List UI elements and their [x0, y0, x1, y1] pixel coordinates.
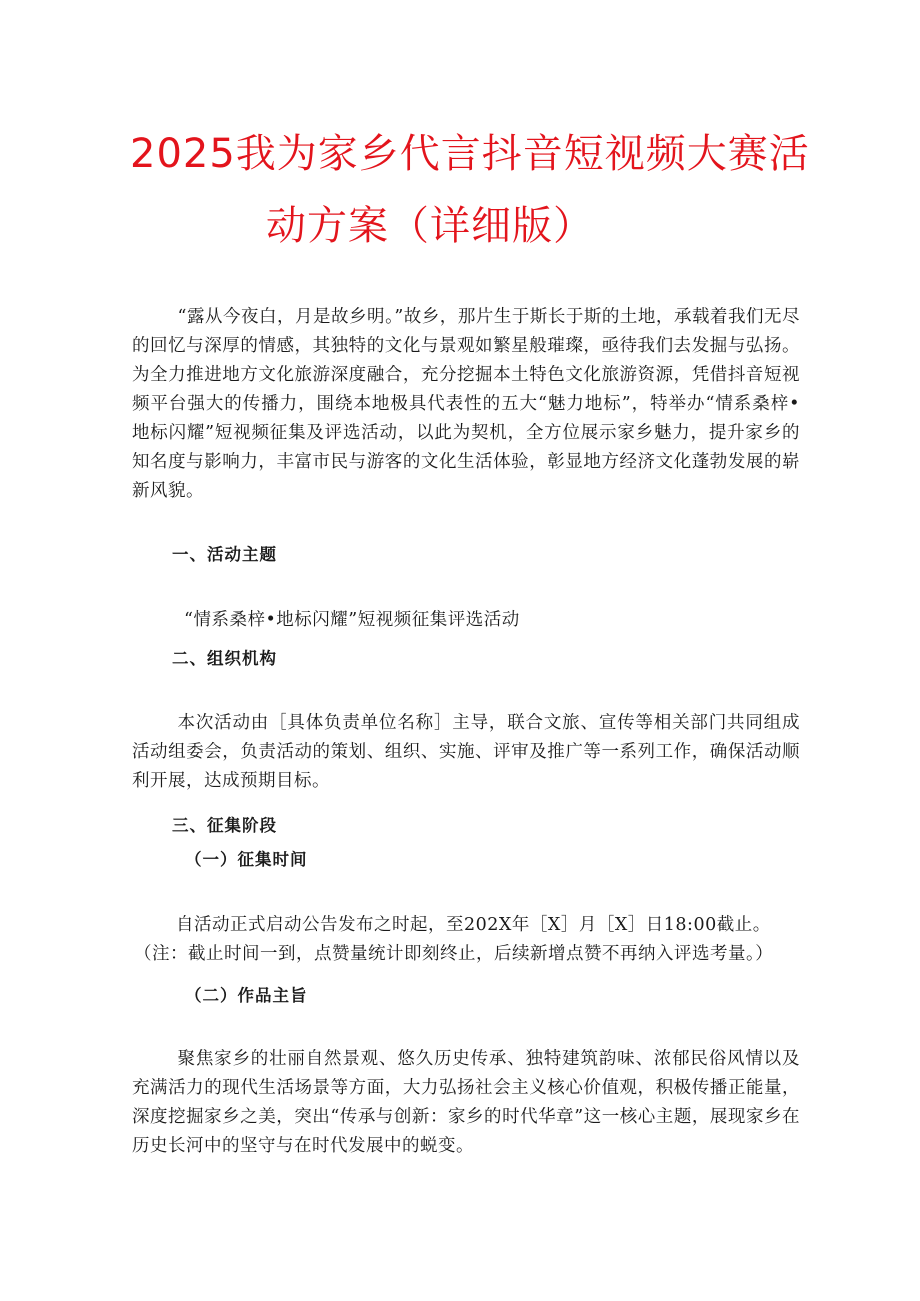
subsection-heading-theme: （二）作品主旨	[185, 986, 308, 1005]
subsection-text-theme: 聚焦家乡的壮丽自然景观、悠久历史传承、独特建筑韵味、浓郁民俗风情以及充满活力的现代生活场景等方面，大力弘扬社会主义核心价值观，积极传播正能量，深度挖掘家乡之美，突出“传承与创新：家乡的时代华章”这一核心主题，展现家乡在历史长河中的坚守与在时代发展中的蜕变。	[132, 1049, 800, 1156]
subsection-text-time-line1: 自活动正式启动公告发布之时起，至202X年［X］月［X］日18:00截止。	[176, 915, 771, 935]
title-line-1: 2025我为家乡代言抖音短视频大赛活	[130, 131, 810, 177]
subsection-text-time-note: （注：截止时间一到，点赞量统计即刻终止，后续新增点赞不再纳入评选考量。）	[134, 944, 774, 964]
intro-paragraph: “露从今夜白，月是故乡明。”故乡，那片生于斯长于斯的土地，承载着我们无尽的回忆与深厚的情感，其独特的文化与景观如繁星般璀璨，亟待我们去发掘与弘扬。为全力推进地方文化旅游深度融合，充分挖掘本土特色文化旅游资源，凭借抖音短视频平台强大的传播力，围绕本地极具代表性的五大“魅力地标”，特举办“情系桑梓•地标闪耀”短视频征集及评选活动，以此为契机，全方位展示家乡魅力，提升家乡的知名度与影响力，丰富市民与游客的文化生活体验，彰显地方经济文化蓬勃发展的崭新风貌。	[132, 307, 800, 501]
section-heading-theme: 一、活动主题	[172, 545, 277, 564]
section-heading-collection: 三、征集阶段	[172, 816, 277, 835]
document-title	[130, 118, 810, 262]
section-text-theme: “情系桑梓•地标闪耀”短视频征集评选活动	[184, 610, 520, 630]
section-heading-organization: 二、组织机构	[172, 649, 277, 668]
section-text-organization: 本次活动由［具体负责单位名称］主导，联合文旅、宣传等相关部门共同组成活动组委会，负责活动的策划、组织、实施、评审及推广等一系列工作，确保活动顺利开展，达成预期目标。	[132, 713, 800, 791]
subsection-heading-time: （一）征集时间	[185, 850, 308, 869]
title-line-2: 动方案（详细版）	[266, 203, 594, 249]
